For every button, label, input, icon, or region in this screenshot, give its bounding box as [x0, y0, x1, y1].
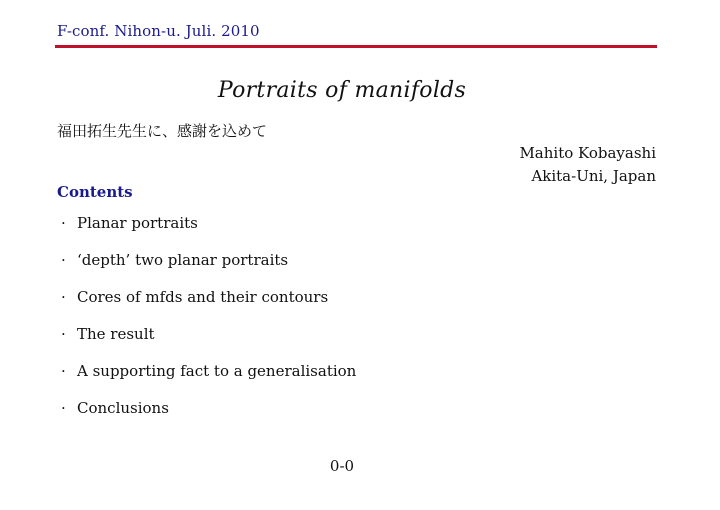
header-rule	[55, 45, 657, 48]
contents-item	[57, 251, 356, 288]
contents-item	[57, 362, 356, 399]
author-name: Mahito Kobayashi	[519, 144, 656, 162]
header-rule-line	[55, 45, 657, 48]
page-number: 0-0	[329, 457, 355, 475]
author-block	[519, 142, 656, 188]
bullet: ·	[61, 214, 66, 232]
contents-item-label: Planar portraits	[77, 214, 198, 232]
contents-item-label: Cores of mfds and their contours	[77, 288, 329, 306]
contents-item-label: The result	[77, 325, 155, 343]
bullet: ·	[61, 362, 66, 380]
bullet: ·	[61, 251, 66, 269]
contents-heading: Contents	[57, 183, 133, 201]
contents-item-label: ‘depth’ two planar portraits	[77, 251, 289, 269]
slide-header: F-conf. Nihon-u. Juli. 2010	[57, 22, 260, 40]
bullet: ·	[61, 399, 66, 417]
contents-item	[57, 288, 356, 325]
author-affiliation: Akita-Uni, Japan	[531, 167, 656, 185]
contents-item-label: A supporting fact to a generalisation	[77, 362, 357, 380]
dedication-text: 福田拓生先生に、感謝を込めて	[57, 122, 268, 140]
bullet: ·	[61, 325, 66, 343]
contents-item	[57, 214, 356, 251]
contents-item	[57, 325, 356, 362]
slide-title: Portraits of manifolds	[217, 78, 467, 103]
bullet: ·	[61, 288, 66, 306]
contents-item-label: Conclusions	[77, 399, 169, 417]
contents-list	[57, 214, 356, 436]
contents-item	[57, 399, 356, 436]
